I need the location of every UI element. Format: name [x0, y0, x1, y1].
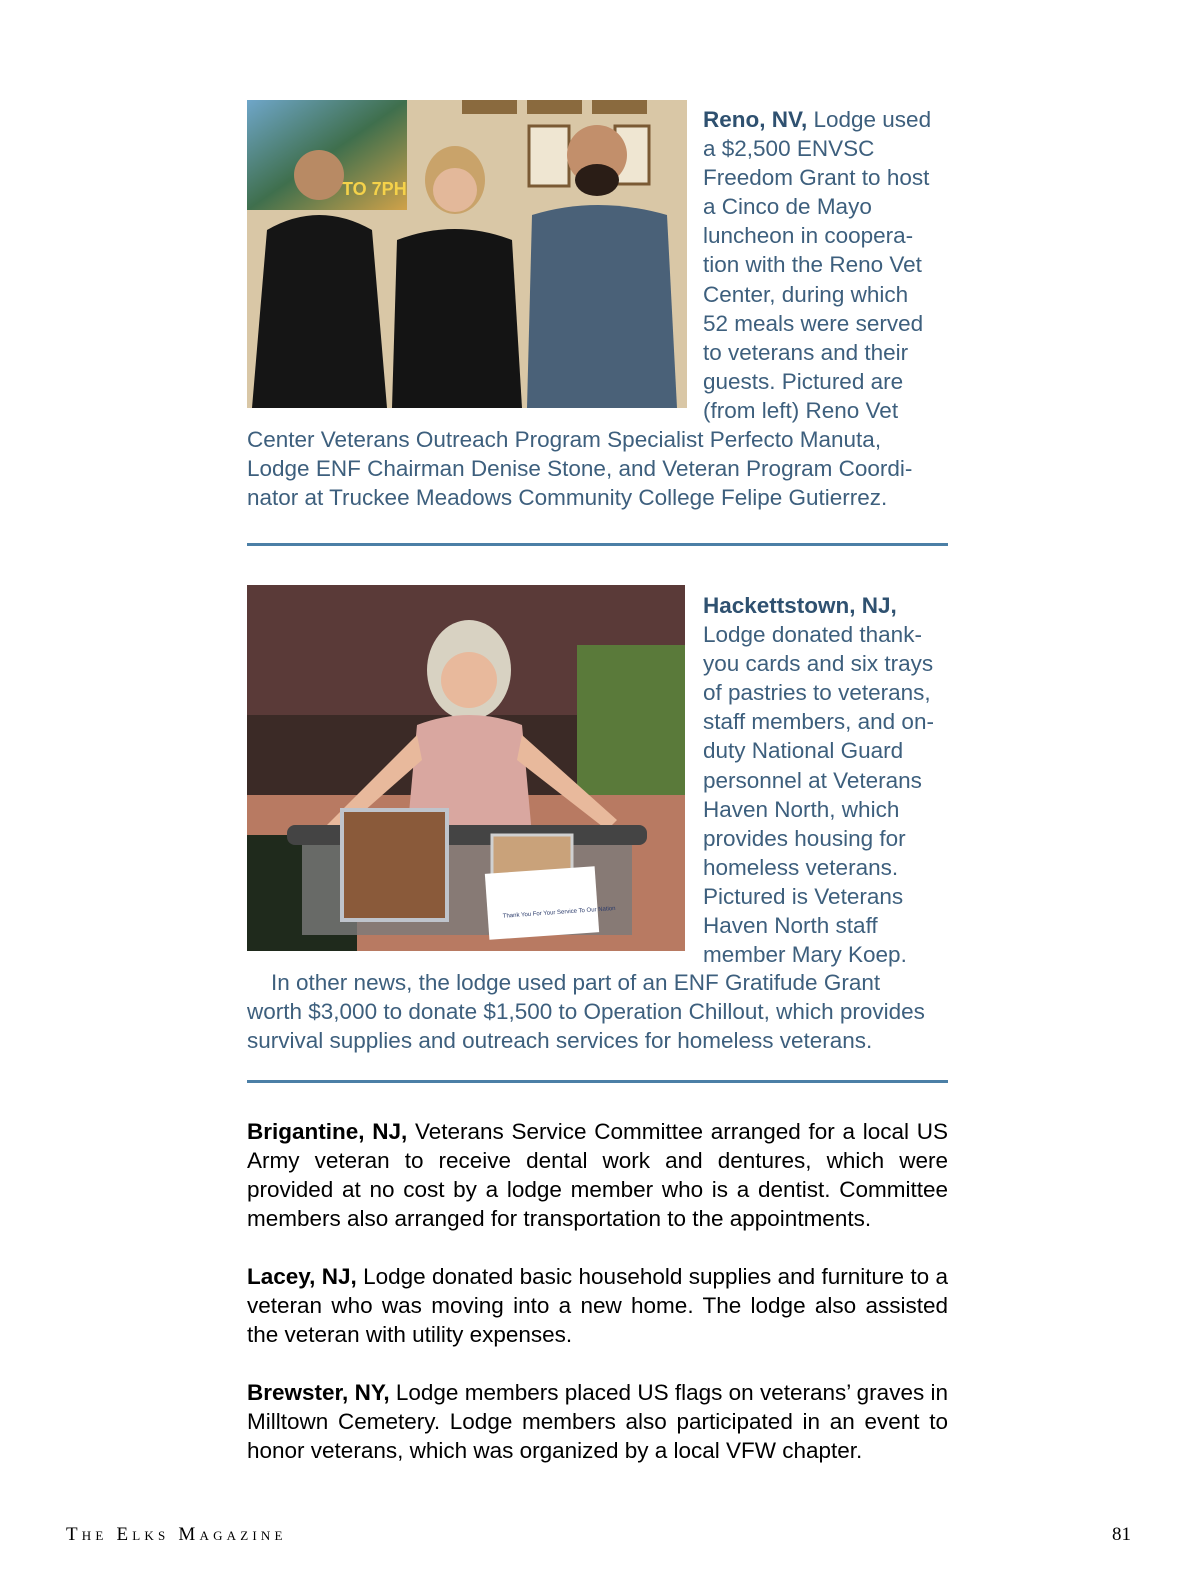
reno-line-0: Reno, NV, Lodge used: [703, 107, 932, 132]
section-divider: [247, 543, 948, 546]
reno-line: Freedom Grant to host: [703, 165, 930, 191]
brewster-item: [247, 1378, 948, 1465]
lacey-item: [247, 1262, 948, 1349]
brigantine-lead: Brigantine, NJ,: [247, 1119, 408, 1144]
reno-line: Center Veterans Outreach Program Specialist Perfecto Manuta,: [247, 427, 882, 452]
brigantine-text: Veterans Service Committee arranged for a local US Army veteran to receive dental work and dentures, which were provided at no cost by a lodge member who is a dentist. Committee members also arranged for transportation to the appointments.: [247, 1119, 948, 1231]
lacey-text: Lodge donated basic household supplies and furniture to a veteran who was moving into a new home. The lodge also assisted the veteran with utility expenses.: [247, 1264, 948, 1347]
hackettstown-line: Lodge donated thank-: [703, 622, 922, 648]
reno-line: nator at Truckee Meadows Community College Felipe Gutierrez.: [247, 485, 888, 511]
reno-line: luncheon in coopera-: [703, 223, 914, 249]
reno-line: a Cinco de Mayo: [703, 194, 872, 220]
brigantine-item: [247, 1117, 948, 1233]
reno-line: Lodge ENF Chairman Denise Stone, and Veteran Program Coordi-: [247, 456, 913, 482]
hackettstown-photo: [247, 585, 685, 951]
hackettstown-caption-continued: [247, 968, 952, 1055]
reno-caption: [703, 105, 948, 425]
card-text: Thank You For Your Service To Our Nation: [502, 905, 616, 920]
lacey-lead: Lacey, NJ,: [247, 1264, 357, 1289]
hackettstown-line: Haven North staff: [703, 913, 878, 939]
reno-line: 52 meals were served: [703, 310, 924, 336]
hackettstown-line: Haven North, which: [703, 796, 900, 822]
brewster-lead: Brewster, NY,: [247, 1380, 390, 1405]
screen-text: TO 7PH: [342, 179, 407, 199]
brewster-text: Lodge members placed US flags on veterans’ graves in Milltown Cemetery. Lodge members also participated in an event to honor veterans, which was organized by a local VFW chapter.: [247, 1380, 948, 1463]
hackettstown-lead: Hackettstown, NJ,: [703, 593, 897, 618]
hackettstown-caption: [703, 591, 948, 969]
hackettstown-line: In other news, the lodge used part of an ENF Gratifude Grant: [271, 970, 881, 995]
hackettstown-line: homeless veterans.: [703, 854, 899, 880]
hackettstown-line: worth $3,000 to donate $1,500 to Operation Chillout, which provides: [247, 999, 925, 1025]
reno-photo: [247, 100, 687, 408]
section-divider: [247, 1080, 948, 1083]
hackettstown-line: survival supplies and outreach services for homeless veterans.: [247, 1028, 873, 1054]
hackettstown-line: duty National Guard: [703, 738, 904, 764]
hackettstown-line: of pastries to veterans,: [703, 680, 931, 706]
hackettstown-line: Pictured is Veterans: [703, 883, 904, 909]
hackettstown-line: you cards and six trays: [703, 651, 934, 677]
reno-line: Center, during which: [703, 281, 909, 307]
reno-line: to veterans and their: [703, 339, 909, 365]
reno-lead: Reno, NV,: [703, 107, 808, 132]
hackettstown-line: personnel at Veterans: [703, 767, 922, 793]
magazine-title: The Elks Magazine: [66, 1524, 287, 1545]
hackettstown-line: member Mary Koep.: [703, 942, 907, 968]
page-number: 81: [1112, 1524, 1131, 1545]
reno-line: a $2,500 ENVSC: [703, 136, 875, 162]
reno-line: guests. Pictured are: [703, 368, 904, 394]
hackettstown-line: provides housing for: [703, 825, 906, 851]
reno-line: (from left) Reno Vet: [703, 397, 899, 423]
hackettstown-line: staff members, and on-: [703, 709, 934, 735]
reno-caption-continued: [247, 425, 952, 512]
reno-line: tion with the Reno Vet: [703, 252, 922, 278]
